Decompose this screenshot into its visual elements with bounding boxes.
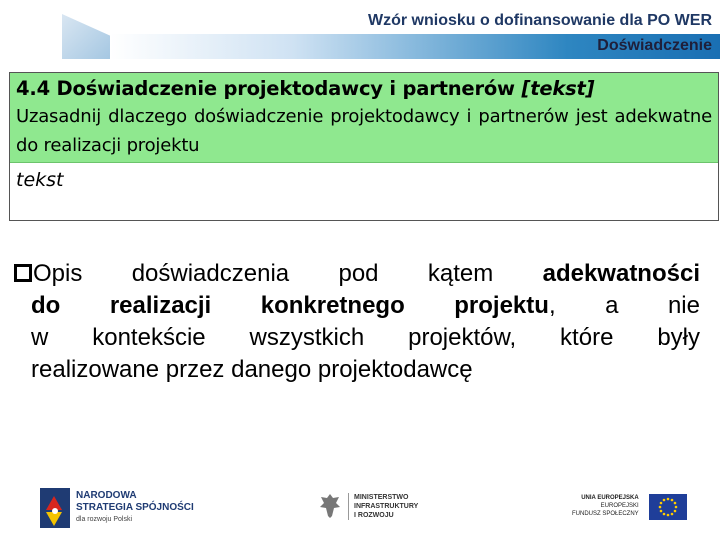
nss-line-2: STRATEGIA SPÓJNOŚCI bbox=[76, 502, 194, 513]
eagle-emblem-icon bbox=[318, 492, 342, 520]
eu-line-2: EUROPEJSKI bbox=[600, 503, 639, 509]
nss-mark-icon bbox=[40, 488, 70, 528]
nss-line-1: NARODOWA bbox=[76, 490, 137, 501]
eu-logo bbox=[572, 494, 687, 520]
ministry-line-3: I ROZWOJU bbox=[354, 511, 394, 519]
eu-line-3: FUNDUSZ SPOŁECZNY bbox=[572, 511, 639, 517]
form-heading bbox=[16, 76, 712, 102]
section-subtitle: Doświadczenie bbox=[597, 37, 712, 54]
square-bullet-icon bbox=[14, 264, 32, 282]
bullet-line-1: Opis doświadczenia pod kątem adekwatności bbox=[33, 260, 700, 287]
form-text-area[interactable]: tekst bbox=[16, 169, 64, 191]
ministry-logo bbox=[318, 492, 418, 520]
form-field-box bbox=[9, 72, 719, 221]
bullet-emphasis-1: adekwatności bbox=[542, 260, 700, 287]
header-band bbox=[110, 34, 720, 59]
ministry-line-2: INFRASTRUKTURY bbox=[354, 502, 419, 510]
eu-line-1: UNIA EUROPEJSKA bbox=[581, 495, 639, 501]
nss-logo bbox=[40, 488, 194, 528]
bullet-line-3: w kontekście wszystkich projektów, które były bbox=[31, 324, 700, 351]
form-description: Uzasadnij dlaczego doświadczenie projektodawcy i partnerów jest adekwatne do realizacji projektu bbox=[16, 106, 712, 156]
bullet-line-2: do realizacji konkretnego projektu, a nie bbox=[31, 292, 700, 319]
bullet-line-4: realizowane przez danego projektodawcę bbox=[31, 356, 473, 383]
footer-logos bbox=[0, 478, 720, 540]
bullet-text bbox=[33, 258, 700, 290]
nss-line-3: dla rozwoju Polski bbox=[76, 516, 133, 523]
page-title: Wzór wniosku o dofinansowanie dla PO WER bbox=[367, 12, 712, 29]
ministry-line-1: MINISTERSTWO bbox=[354, 493, 409, 501]
form-instructions bbox=[10, 73, 718, 163]
bullet-emphasis-2: do realizacji konkretnego projektu bbox=[31, 292, 549, 319]
eu-flag-icon bbox=[649, 494, 687, 520]
form-heading-main: 4.4 Doświadczenie projektodawcy i partnerów bbox=[16, 77, 515, 100]
bullet-point bbox=[14, 258, 700, 386]
form-heading-tag: [tekst] bbox=[521, 77, 595, 100]
